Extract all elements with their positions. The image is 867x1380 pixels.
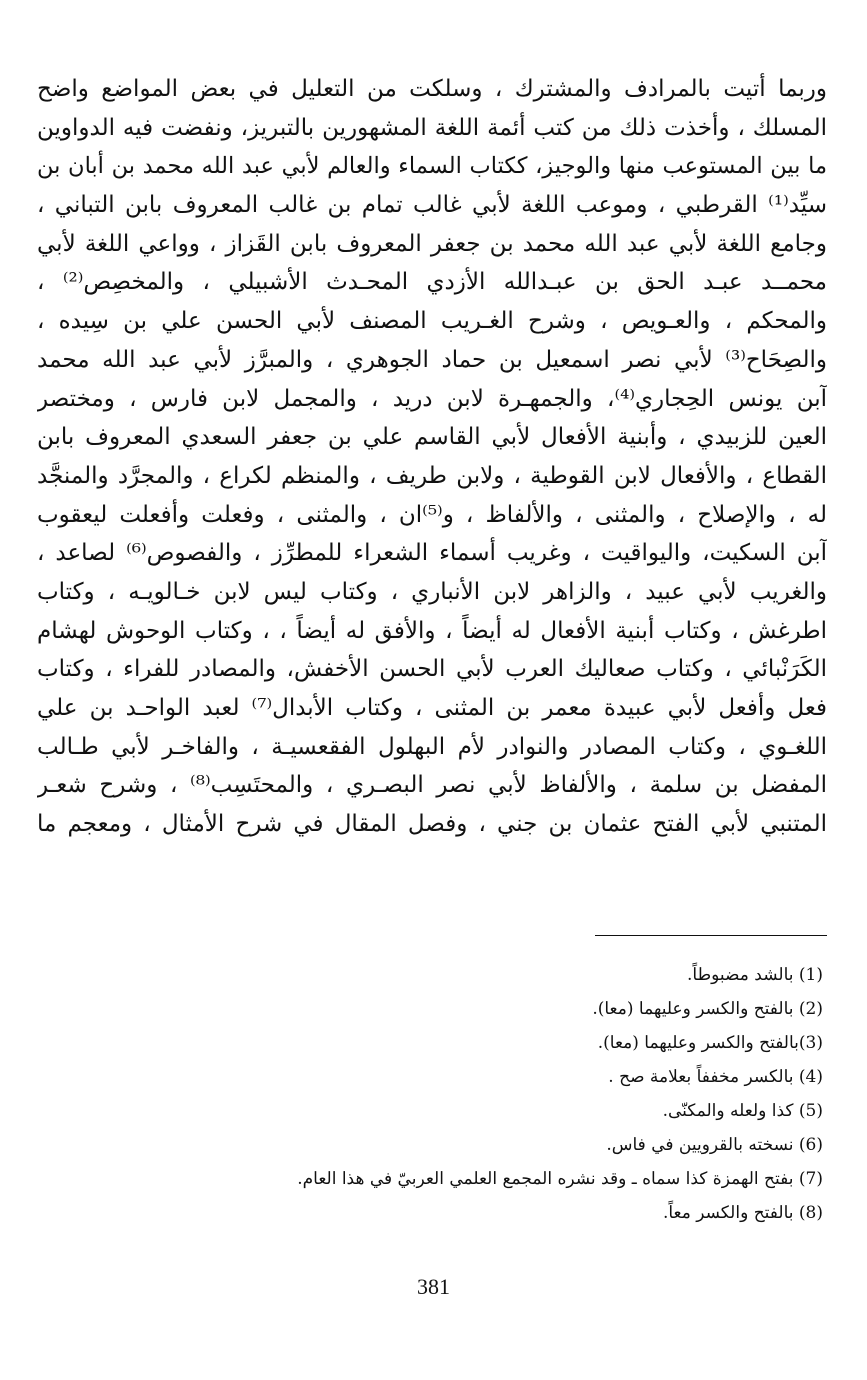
body-line: والغريب لأبي عبيد ، والزاهر لابن الأنباري ، وكتاب ليس لابن خـالويـه ، وكتاب — [37, 578, 827, 605]
body-line: فعل وأفعل لأبي عبيدة معمر بن المثنى ، وكتاب الأبدال⁽⁷⁾ لعبد الواحـد بن علي — [37, 695, 827, 721]
body-line: آبن يونس الحِجاري⁽⁴⁾، والجمهـرة لابن دريد ، والمجمل لابن فارس ، ومختصر — [37, 385, 827, 412]
footnote: (6) نسخته بالقرويين في فاس. — [606, 1135, 823, 1155]
body-line: القطاع ، والأفعال لابن القوطية ، ولابن طريف ، والمنظم لكراع ، والمجرَّد والمنجَّد — [37, 462, 827, 489]
footnote: (2) بالفتح والكسر وعليهما (معا). — [592, 999, 823, 1019]
body-line: الكَرَنْبائي ، وكتاب صعاليك العرب لأبي الحسن الأخفش، والمصادر للفراء ، وكتاب — [37, 656, 827, 683]
page-number: 381 — [417, 1274, 450, 1299]
body-line: المسلك ، وأخذت ذلك من كتب أئمة اللغة المشهورين بالتبريز، ونفضت فيه الدواوين — [37, 114, 827, 141]
body-line: العين للزبيدي ، وأبنية الأفعال لأبي القاسم علي بن جعفر السعدي المعروف بابن — [37, 424, 827, 451]
body-line: المتنبي لأبي الفتح عثمان بن جني ، وفصل المقال في شرح الأمثال ، ومعجم ما — [37, 811, 827, 838]
body-line: وجامع اللغة لأبي عبد الله محمد بن جعفر المعروف بابن القَزاز ، وواعي اللغة لأبي — [37, 230, 827, 257]
footnote: (4) بالكسر مخففاً بعلامة صح . — [608, 1067, 823, 1087]
body-line: محمــد عبـد الحق بن عبـدالله الأزدي المحـدث الأشبيلي ، والمخصِص⁽²⁾ ، — [37, 269, 827, 296]
footnote: (5) كذا ولعله والمكنّى. — [662, 1101, 823, 1121]
footnotes-list — [43, 958, 823, 1230]
body-line: آبن السكيت، واليواقيت ، وغريب أسماء الشعراء للمطرِّز ، والفصوص⁽⁶⁾ لصاعد ، — [37, 540, 827, 567]
body-line: ما بين المستوعب منها والوجيز، ككتاب السماء والعالم لأبي عبد الله محمد بن أبان بن — [37, 153, 827, 180]
body-line: سيِّد⁽¹⁾ القرطبي ، وموعب اللغة لأبي غالب تمام بن غالب المعروف بابن التباني ، — [37, 192, 827, 219]
body-line: وربما أتيت بالمرادف والمشترك ، وسلكت من التعليل في بعض المواضع واضح — [37, 76, 827, 102]
footnote-divider — [595, 935, 827, 936]
footnote: (8) بالفتح والكسر معاً. — [662, 1203, 823, 1223]
body-text — [37, 70, 827, 844]
body-line: اللغـوي ، وكتاب المصادر والنوادر لأم البهلول الفقعسيـة ، والفاخـر لأبي طـالب — [37, 733, 827, 760]
body-line: والمحكم ، والعـويص ، وشرح الغـريب المصنف لأبي الحسن علي بن سِيده ، — [37, 308, 827, 335]
footnote: (3)بالفتح والكسر وعليهما (معا). — [597, 1033, 823, 1053]
body-line: والصِحَاح⁽³⁾ لأبي نصر اسمعيل بن حماد الجوهري ، والمبرَّز لأبي عبد الله محمد — [37, 346, 827, 373]
body-line: له ، والإصلاح ، والمثنى ، والألفاظ ، و⁽⁵⁾ان ، والمثنى ، وفعلت وأفعلت ليعقوب — [37, 501, 827, 528]
footnote: (7) بفتح الهمزة كذا سماه ـ وقد نشره المجمع العلمي العربيّ في هذا العام. — [297, 1169, 823, 1189]
body-line: اطرغش ، وكتاب أبنية الأفعال له أيضاً ، والأفق له أيضاً ، ، وكتاب الوحوش لهشام — [37, 617, 827, 644]
footnote: (1) بالشد مضبوطاً. — [687, 965, 823, 985]
body-line: المفضل بن سلمة ، والألفاظ لأبي نصر البصـري ، والمحتَسِب⁽⁸⁾ ، وشرح شعـر — [37, 772, 827, 799]
